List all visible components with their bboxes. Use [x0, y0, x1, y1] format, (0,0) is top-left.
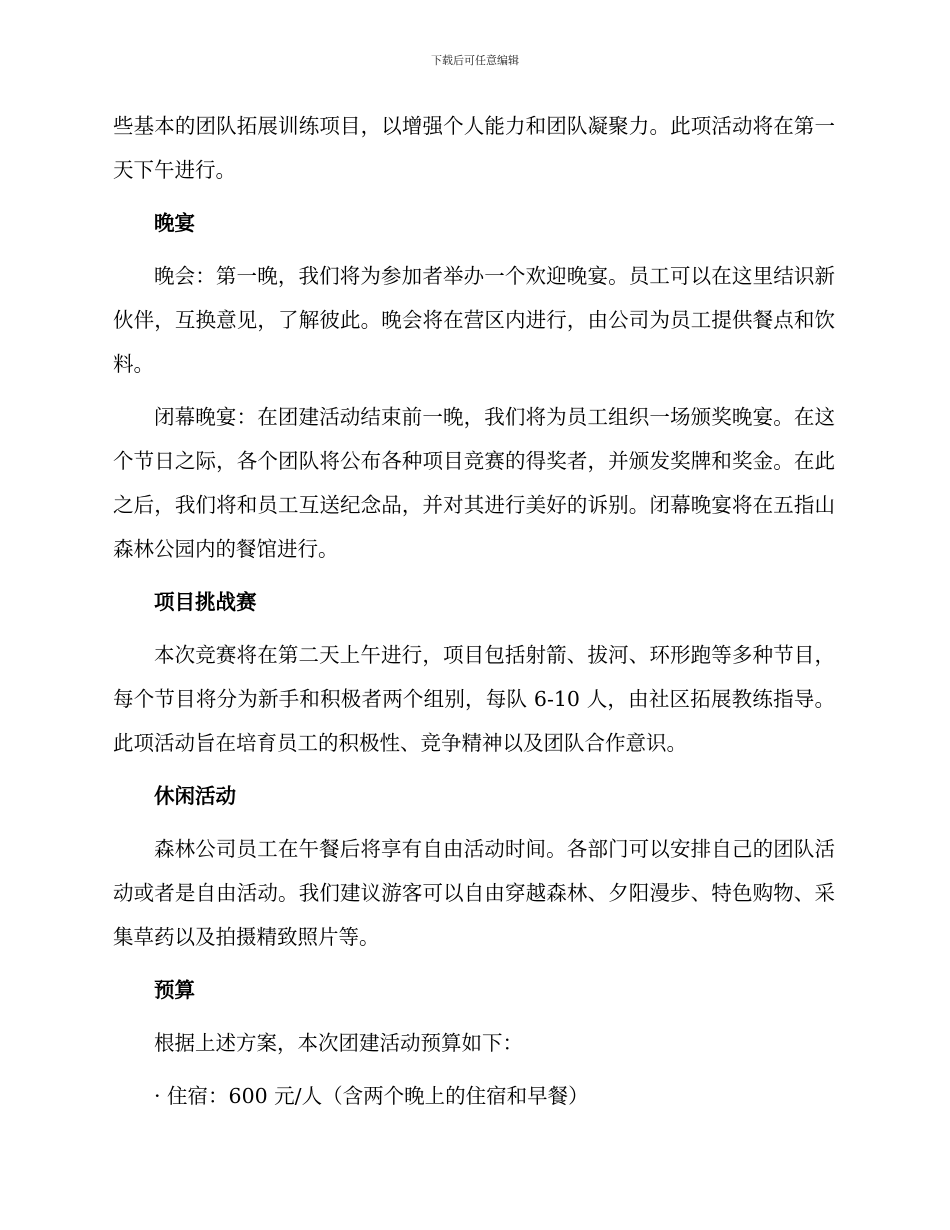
budget-item-accommodation: · 住宿：600 元/人（含两个晚上的住宿和早餐）: [154, 1084, 589, 1108]
paragraph-budget-intro: 根据上述方案，本次团建活动预算如下：: [154, 1031, 523, 1055]
paragraph-welcome-dinner: 晚会：第一晚，我们将为参加者举办一个欢迎晚宴。员工可以在这里结识新伙伴，互换意见，了解彼此。晚会将在营区内进行，由公司为员工提供餐点和饮料。: [113, 264, 835, 376]
paragraph-closing-dinner: 闭幕晚宴：在团建活动结束前一晚，我们将为员工组织一场颁奖晚宴。在这个节日之际，各个团队将公布各种项目竞赛的得奖者，并颁发奖牌和奖金。在此之后，我们将和员工互送纪念品，并对其进行美好的诉别。闭幕晚宴将在五指山森林公园内的餐馆进行。: [113, 405, 835, 561]
heading-leisure: 休闲活动: [154, 784, 236, 808]
document-body: [113, 104, 835, 1118]
paragraph-leisure: 森林公司员工在午餐后将享有自由活动时间。各部门可以安排自己的团队活动或者是自由活动。我们建议游客可以自由穿越森林、夕阳漫步、特色购物、采集草药以及拍摄精致照片等。: [113, 837, 835, 949]
paragraph-challenge: 本次竞赛将在第二天上午进行，项目包括射箭、拔河、环形跑等多种节目，每个节目将分为新手和积极者两个组别，每队 6-10 人，由社区拓展教练指导。此项活动旨在培育员工的积极性、竞争精神以及团队合作意识。: [113, 643, 835, 755]
heading-challenge: 项目挑战赛: [154, 590, 257, 614]
paragraph-team-training: 些基本的团队拓展训练项目，以增强个人能力和团队凝聚力。此项活动将在第一天下午进行。: [113, 114, 835, 182]
heading-budget: 预算: [154, 978, 195, 1002]
heading-dinner: 晚宴: [154, 211, 195, 235]
page-header: 下载后可任意编辑: [431, 54, 519, 67]
